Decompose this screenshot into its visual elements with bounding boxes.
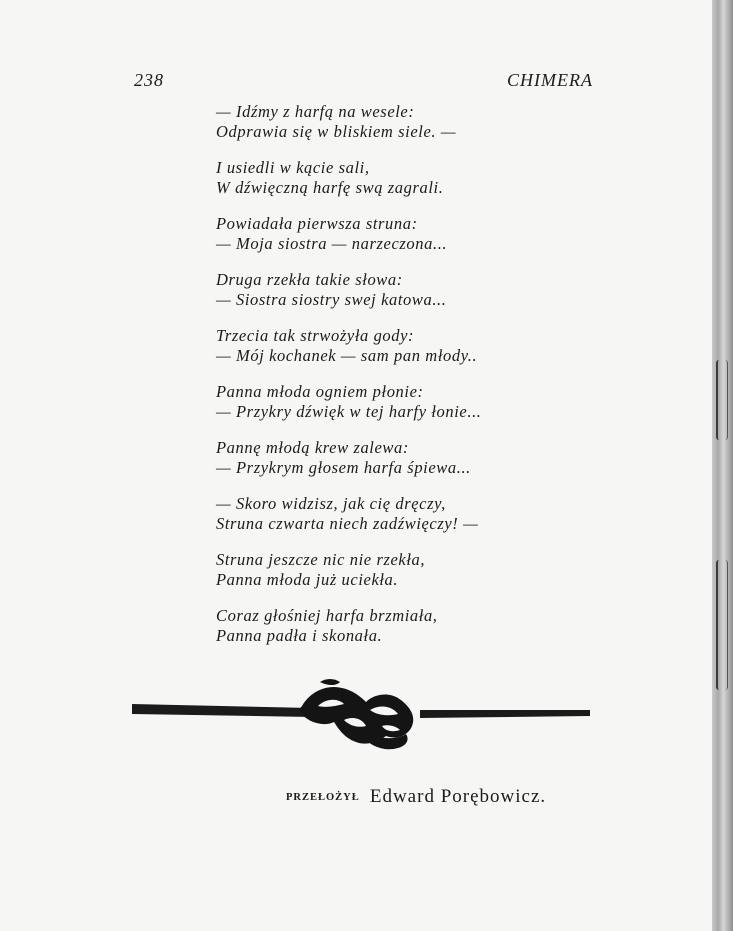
ornamental-divider <box>130 676 592 756</box>
stanza <box>216 550 596 590</box>
running-head-title: CHIMERA <box>507 70 593 90</box>
stanza <box>216 326 596 366</box>
poem-line: Panna młoda już uciekła. <box>216 570 399 589</box>
poem-line: I usiedli w kącie sali, <box>216 158 370 177</box>
poem-line: — Przykrym głosem harfa śpiewa... <box>216 458 471 477</box>
divider-right-bar <box>420 710 590 718</box>
poem-line: Powiadała pierwsza struna: <box>216 214 418 233</box>
translator-name: Edward Porębowicz. <box>369 786 547 807</box>
gutter-ornament <box>716 560 728 690</box>
stanza <box>216 270 596 310</box>
poem-line: Panna padła i skonała. <box>216 626 383 645</box>
poem-line: Panna młoda ogniem płonie: <box>216 382 424 401</box>
poem-line: — Moja siostra — narzeczona... <box>216 234 448 253</box>
stanza <box>216 438 596 478</box>
poem-line: W dźwięczną harfę swą zagrali. <box>216 178 444 197</box>
gutter-ornament <box>716 360 728 440</box>
stanza <box>216 102 596 142</box>
stanza <box>216 494 596 534</box>
translator-credit <box>286 786 546 808</box>
poem-line: Coraz głośniej harfa brzmiała, <box>216 606 438 625</box>
divider-left-bar <box>132 704 312 717</box>
poem-line: Pannę młodą krew zalewa: <box>216 438 409 457</box>
stanza <box>216 606 596 646</box>
poem-line: — Siostra siostry swej katowa... <box>216 290 447 309</box>
page-number: 238 <box>134 70 164 90</box>
credit-label: PRZEŁOŻYŁ <box>286 792 360 803</box>
poem-line: Odprawia się w bliskiem siele. — <box>216 122 457 141</box>
poem-line: — Skoro widzisz, jak cię dręczy, <box>216 494 446 513</box>
poem-line: Druga rzekła takie słowa: <box>216 270 403 289</box>
stanza <box>216 382 596 422</box>
book-spine-gutter <box>712 0 733 931</box>
poem-line: — Idźmy z harfą na wesele: <box>216 102 415 121</box>
poem-line: Trzecia tak strwożyła gody: <box>216 326 415 345</box>
stanza <box>216 214 596 254</box>
stanza <box>216 158 596 198</box>
poem-line: — Mój kochanek — sam pan młody.. <box>216 346 478 365</box>
poem <box>216 102 596 662</box>
poem-line: Struna czwarta niech zadźwięczy! — <box>216 514 479 533</box>
poem-line: Struna jeszcze nic nie rzekła, <box>216 550 426 569</box>
poem-line: — Przykry dźwięk w tej harfy łonie... <box>216 402 482 421</box>
